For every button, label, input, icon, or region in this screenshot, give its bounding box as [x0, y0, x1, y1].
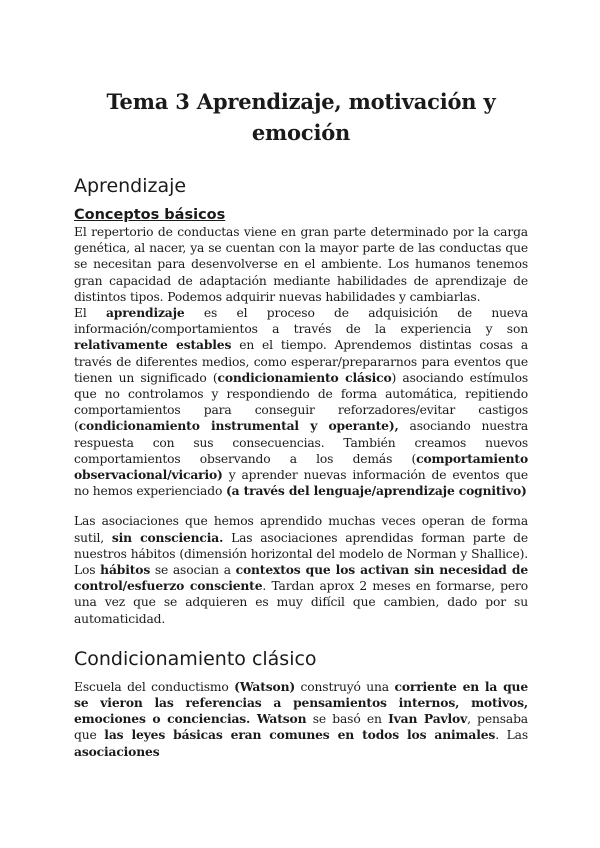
document-title: Tema 3 Aprendizaje, motivación y emoción — [106, 89, 496, 145]
subheading-conceptos-basicos: Conceptos básicos — [74, 207, 226, 223]
section-heading-condicionamiento-clasico: Condicionamiento clásico — [74, 647, 317, 670]
paragraph-intro: El repertorio de conductas viene en gran parte determinado por la carga genética, al nacer, ya se cuentan con la mayor parte de las conductas que se necesitan para desenvolverse en el ambiente. Los humanos tenemos gran capacidad de adaptación mediante habilidades de aprendizaje de distintos tipos. Podemos adquirir nuevas habilidades y cambiarlas. — [74, 225, 528, 304]
document-page — [74, 86, 528, 760]
paragraph-asociaciones: Las asociaciones que hemos aprendido muchas veces operan de forma sutil, sin consciencia. Las asociaciones aprendidas forman parte de nuestros hábitos (dimensión horizontal del modelo de Norman y Shallice). Los hábitos se asocian a contextos que los activan sin necesidad de control/esfuerzo consciente. Tardan aprox 2 meses en formarse, pero una vez que se adquieren es muy difícil que cambien, dado por su automaticidad. — [74, 514, 529, 626]
paragraph-aprendizaje: El aprendizaje es el proceso de adquisición de nueva información/comportamientos a través de la experiencia y son relativamente estables en el tiempo. Aprendemos distintas cosas a través de diferentes medios, como esperar/prepararnos para eventos que tienen un significado (condicionamiento clásico) asociando estímulos que no controlamos y respondiendo de forma automática, repitiendo comportamientos para conseguir reforzadores/evitar castigos (condicionamiento instrumental y operante), asociando nuestra respuesta con sus consecuencias. También creamos nuevos comportamientos observando a los demás (comportamiento observacional/vicario) y aprender nuevas información de eventos que no hemos experienciado (a través del lenguaje/aprendizaje cognitivo) — [74, 305, 529, 499]
paragraph-conductismo: Escuela del conductismo (Watson) construyó una corriente en la que se vieron las referencias a pensamientos internos, motivos, emociones o conciencias. Watson se basó en Ivan Pavlov, pensaba que las leyes básicas eran comunes en todos los animales. Las asociaciones — [74, 678, 528, 759]
section-heading-aprendizaje: Aprendizaje — [74, 175, 187, 197]
